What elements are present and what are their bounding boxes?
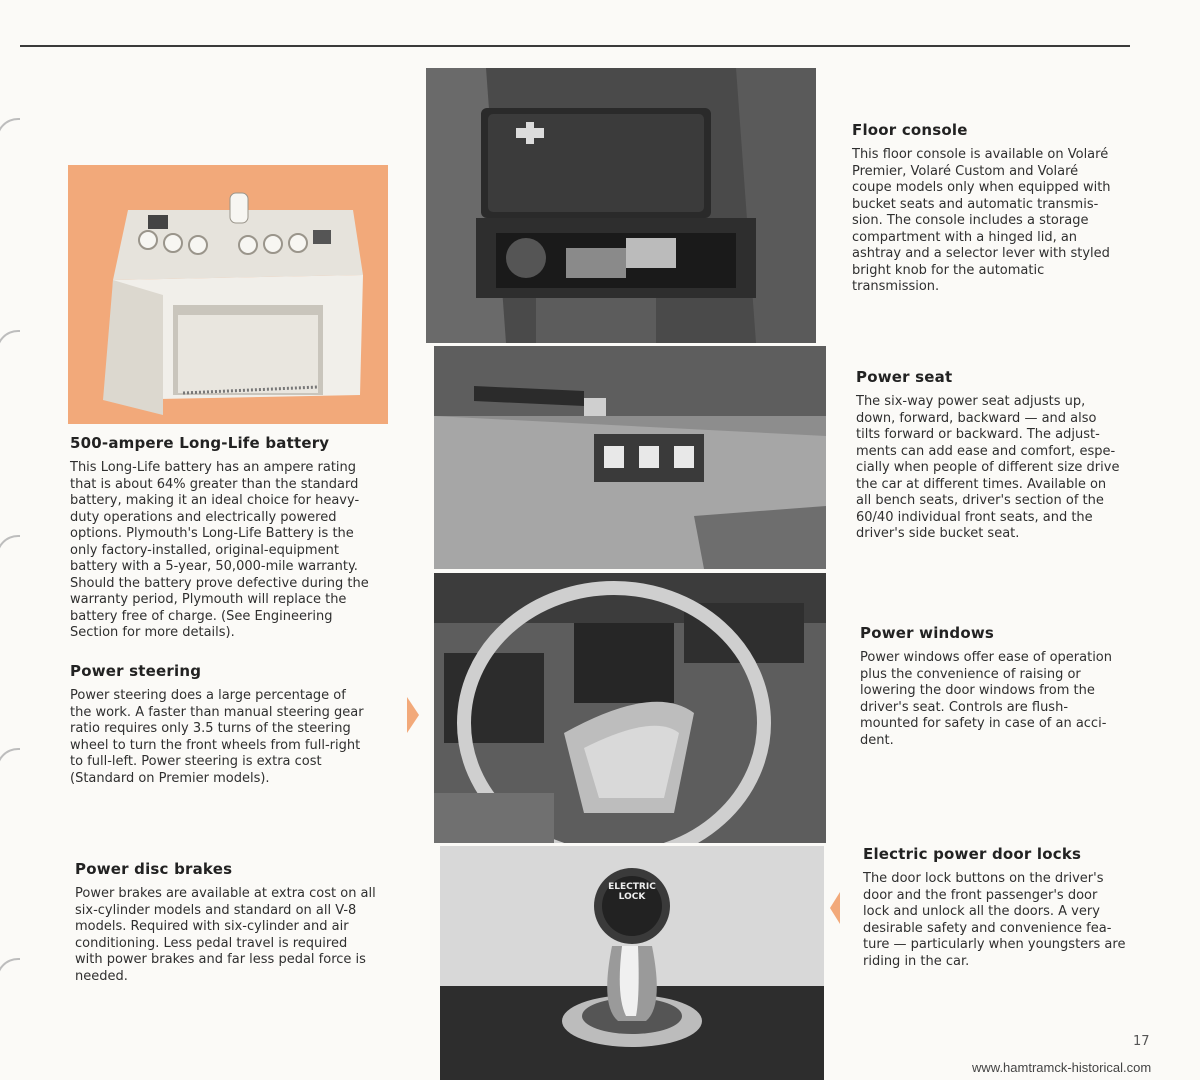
- disc-brakes-heading: Power disc brakes: [75, 860, 233, 878]
- right-arrow-marker: [407, 697, 419, 733]
- door-locks-section: [863, 845, 1163, 970]
- binder-hole-mark: [0, 118, 20, 154]
- power-steering-photo: [434, 573, 826, 843]
- top-rule: [20, 45, 1130, 47]
- power-steering-body: Power steering does a large percentage of the work. A faster than manual steering gear ratio requires only 3.5 turns of the steering wheel to turn the front wheels from full-right to full-left. Power steering is extra cost (Standard on Premier models).: [70, 688, 364, 786]
- power-seat-heading: Power seat: [856, 368, 953, 386]
- power-steering-section: [70, 662, 400, 787]
- power-windows-body: Power windows offer ease of operation plus the convenience of raising or lowering the door windows from the driver's seat. Controls are flush- mounted for safety in case of an acci- dent.: [860, 650, 1112, 748]
- battery-photo: [68, 165, 388, 424]
- binder-hole-mark: [0, 958, 20, 994]
- binder-hole-mark: [0, 535, 20, 571]
- binder-hole-mark: [0, 748, 20, 784]
- power-seat-photo: [434, 346, 826, 569]
- floor-console-photo: [426, 68, 816, 343]
- disc-brakes-body: Power brakes are available at extra cost on all six-cylinder models and standard on all V-8 models. Required with six-cylinder and air conditioning. Less pedal travel is required with power brakes and far less pedal force is needed.: [75, 886, 376, 984]
- knob-label: ELECTRIC LOCK: [608, 882, 656, 902]
- binder-hole-mark: [0, 330, 20, 366]
- watermark: www.hamtramck-historical.com: [972, 1060, 1152, 1075]
- battery-heading: 500-ampere Long-Life battery: [70, 434, 330, 452]
- left-arrow-marker: [830, 892, 840, 924]
- floor-console-section: [852, 121, 1152, 296]
- floor-console-body: This floor console is available on Volaré Premier, Volaré Custom and Volaré coupe models only when equipped with bucket seats and automatic transmis- sion. The console includes a storage compartment with a hinged lid, an ashtray and a selector lever with styled bright knob for the automatic transmission.: [852, 147, 1111, 294]
- page-number: 17: [1133, 1034, 1150, 1049]
- power-windows-section: [860, 624, 1160, 749]
- battery-body: This Long-Life battery has an ampere rating that is about 64% greater than the standard battery, making it an ideal choice for heavy- duty operations and electrically powered options. Plymouth's Long-Life Battery is the only factory-installed, original-equipment battery with a 5-year, 50,000-mile warranty. Should the battery prove defective during the warranty period, Plymouth will replace the battery free of charge. (See Engineering Section for more details).: [70, 460, 369, 640]
- power-steering-heading: Power steering: [70, 662, 202, 680]
- disc-brakes-section: [75, 860, 405, 985]
- battery-section: [70, 434, 400, 642]
- door-lock-photo: [440, 846, 824, 1080]
- door-locks-body: The door lock buttons on the driver's door and the front passenger's door lock and unlock all the doors. A very desirable safety and convenience fea- ture — particularly when youngsters are riding in the car.: [863, 871, 1126, 969]
- floor-console-heading: Floor console: [852, 121, 968, 139]
- power-seat-section: [856, 368, 1156, 543]
- door-locks-heading: Electric power door locks: [863, 845, 1082, 863]
- power-windows-heading: Power windows: [860, 624, 995, 642]
- power-seat-body: The six-way power seat adjusts up, down, forward, backward — and also tilts forward or backward. The adjust- ments can add ease and comfort, espe- cially when people of different size drive the car at different times. Available on all bench seats, driver's section of the 60/40 individual front seats, and the driver's side bucket seat.: [856, 394, 1120, 541]
